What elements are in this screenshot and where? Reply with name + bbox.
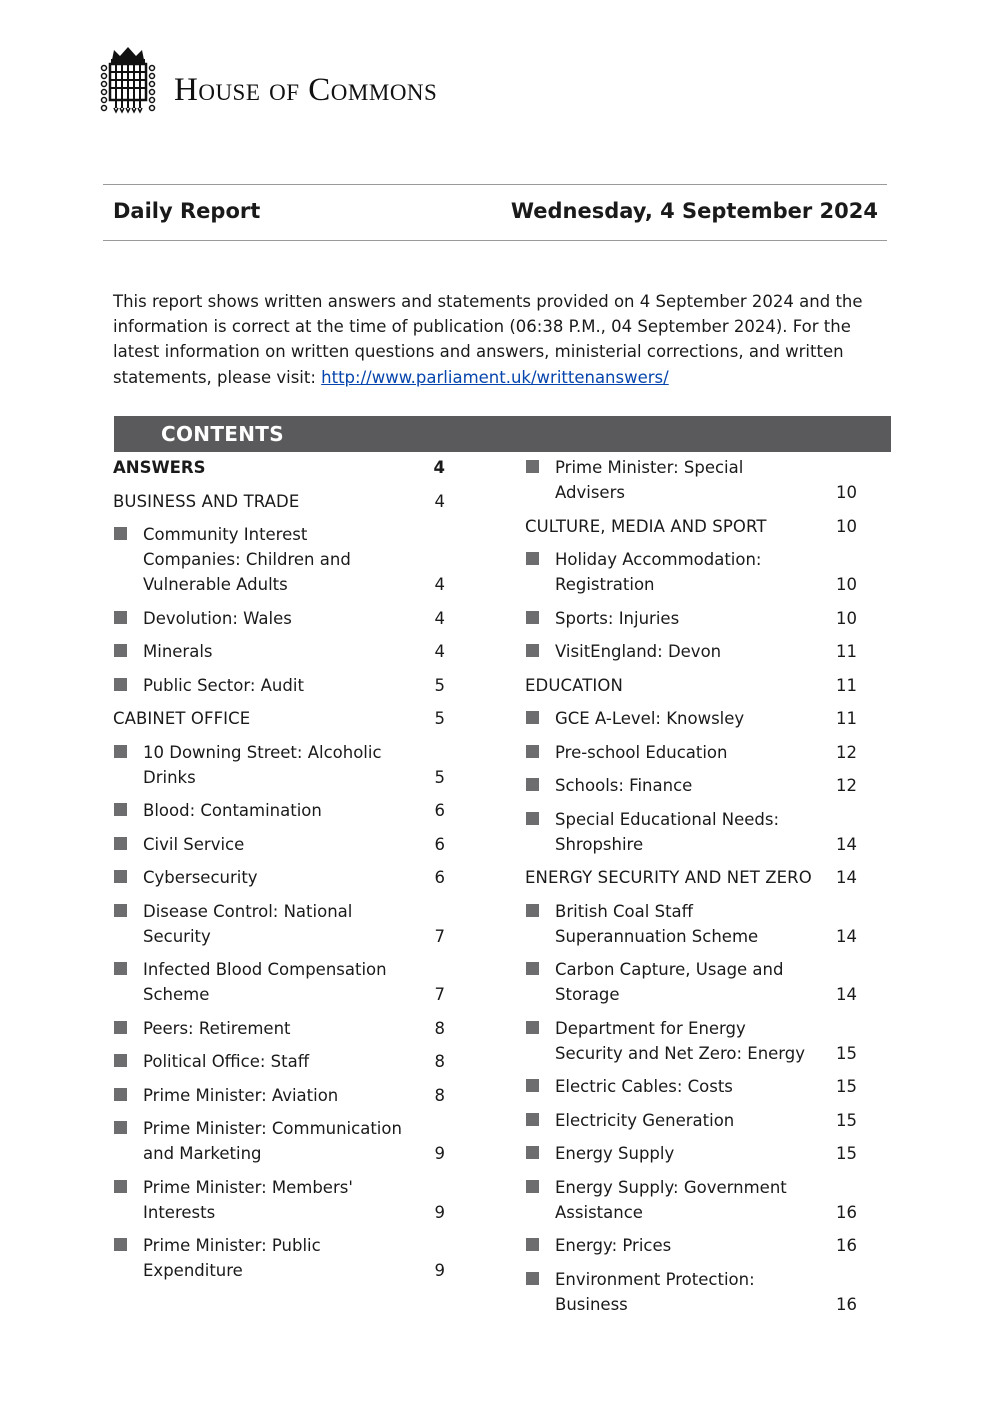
square-bullet-icon <box>526 460 539 473</box>
contents-entry-label: BUSINESS AND TRADE <box>113 491 300 511</box>
contents-entry-page: 15 <box>836 1110 857 1130</box>
contents-section[interactable] <box>525 673 857 698</box>
contents-entry-label: Blood: Contamination <box>143 801 322 820</box>
contents-entry-label: Infected Blood Compensation Scheme <box>143 960 387 1004</box>
contents-entry-label: Electricity Generation <box>555 1110 735 1130</box>
square-bullet-icon <box>114 904 127 917</box>
contents-entry-page: 5 <box>434 709 445 728</box>
contents-entry-label: Devolution: Wales <box>143 608 292 628</box>
contents-entry[interactable] <box>525 1267 857 1317</box>
contents-entry[interactable] <box>113 1049 445 1074</box>
square-bullet-icon <box>526 1180 539 1193</box>
contents-entry-page: 11 <box>836 709 857 728</box>
contents-entry-label: Environment Protection: Business <box>555 1269 755 1314</box>
contents-entry[interactable] <box>525 773 857 798</box>
contents-entry[interactable] <box>525 740 857 765</box>
square-bullet-icon <box>114 1180 127 1193</box>
contents-entry-label: Schools: Finance <box>555 776 693 795</box>
contents-entry-page: 16 <box>836 1294 857 1314</box>
contents-entry-page: 6 <box>434 801 445 820</box>
contents-section[interactable] <box>113 706 445 731</box>
contents-entry-label: Public Sector: Audit <box>143 675 304 695</box>
square-bullet-icon <box>114 1021 127 1034</box>
square-bullet-icon <box>526 1272 539 1285</box>
contents-entry[interactable] <box>525 1016 857 1066</box>
contents-section[interactable] <box>525 865 857 890</box>
square-bullet-icon <box>526 1146 539 1159</box>
contents-entry-page: 8 <box>434 1085 445 1105</box>
contents-entry-label: Peers: Retirement <box>143 1018 291 1038</box>
contents-entry-label: ENERGY SECURITY AND NET ZERO <box>525 868 812 887</box>
contents-entry-label: ANSWERS <box>113 458 206 477</box>
square-bullet-icon <box>114 870 127 883</box>
contents-entry-label: Electric Cables: Costs <box>555 1077 733 1096</box>
square-bullet-icon <box>526 611 539 624</box>
square-bullet-icon <box>526 644 539 657</box>
contents-entry-label: GCE A-Level: Knowsley <box>555 709 745 728</box>
header-divider-bottom <box>103 240 887 241</box>
contents-entry[interactable] <box>525 1074 857 1099</box>
square-bullet-icon <box>114 527 127 540</box>
contents-entry-label: Department for Energy Security and Net Zero: Energy <box>555 1018 806 1063</box>
contents-entry[interactable] <box>113 1116 445 1166</box>
contents-entry-label: Cybersecurity <box>143 868 258 887</box>
contents-entry[interactable] <box>113 957 445 1007</box>
contents-entry-label: Holiday Accommodation: Registration <box>555 550 762 594</box>
contents-entry[interactable] <box>525 1233 857 1258</box>
contents-entry-page: 4 <box>434 608 445 628</box>
contents-entry-label: Energy Supply <box>555 1144 675 1163</box>
written-answers-link[interactable]: http://www.parliament.uk/writtenanswers/ <box>321 367 669 387</box>
contents-entry-page: 12 <box>836 742 857 762</box>
contents-entry[interactable] <box>113 1083 445 1108</box>
contents-entry-page: 15 <box>836 1043 857 1063</box>
contents-entry-page: 15 <box>836 1144 857 1163</box>
contents-entry[interactable] <box>525 455 857 505</box>
contents-entry-page: 14 <box>836 926 857 946</box>
contents-entry[interactable] <box>113 798 445 823</box>
contents-entry[interactable] <box>113 1016 445 1041</box>
contents-title: CONTENTS <box>161 422 284 446</box>
contents-entry-page: 12 <box>836 776 857 795</box>
contents-entry[interactable] <box>525 899 857 949</box>
contents-entry-label: 10 Downing Street: Alcoholic Drinks <box>143 742 382 787</box>
contents-entry-page: 10 <box>836 483 857 502</box>
contents-column-right <box>525 455 857 1325</box>
contents-entry[interactable] <box>525 639 857 664</box>
contents-entry-page: 14 <box>836 834 857 854</box>
contents-entry[interactable] <box>113 832 445 857</box>
square-bullet-icon <box>114 837 127 850</box>
contents-entry-page: 6 <box>434 868 445 887</box>
contents-entry-page: 5 <box>434 767 445 787</box>
contents-entry[interactable] <box>525 547 857 597</box>
contents-entry-label: Disease Control: National Security <box>143 901 353 946</box>
contents-entry-page: 14 <box>836 868 857 887</box>
square-bullet-icon <box>526 711 539 724</box>
contents-entry-label: Special Educational Needs: Shropshire <box>555 809 780 854</box>
contents-entry-label: Energy: Prices <box>555 1236 672 1255</box>
contents-header-bar <box>114 416 891 452</box>
contents-entry-page: 9 <box>434 1261 445 1280</box>
square-bullet-icon <box>114 1054 127 1067</box>
square-bullet-icon <box>526 1238 539 1251</box>
square-bullet-icon <box>114 1238 127 1251</box>
contents-entry-page: 8 <box>434 1052 445 1071</box>
square-bullet-icon <box>114 803 127 816</box>
contents-entry-label: CABINET OFFICE <box>113 709 251 728</box>
contents-entry-label: Civil Service <box>143 834 245 854</box>
contents-entry[interactable] <box>525 1141 857 1166</box>
contents-entry-label: Prime Minister: Special Advisers <box>555 458 744 502</box>
contents-entry-label: British Coal Staff Superannuation Scheme <box>555 901 759 946</box>
square-bullet-icon <box>114 1121 127 1134</box>
contents-section[interactable] <box>113 489 445 514</box>
contents-entry[interactable] <box>113 522 445 597</box>
contents-entry-page: 4 <box>434 575 445 594</box>
contents-entry-label: VisitEngland: Devon <box>555 642 722 661</box>
contents-entry[interactable] <box>113 865 445 890</box>
contents-entry-label: Pre-school Education <box>555 742 728 762</box>
contents-entry-label: CULTURE, MEDIA AND SPORT <box>525 516 767 536</box>
contents-entry-label: Community Interest Companies: Children and Vulnerable Adults <box>143 525 351 594</box>
header-divider-top <box>103 184 887 185</box>
contents-entry-page: 11 <box>836 675 857 695</box>
contents-column-left <box>113 455 445 1292</box>
square-bullet-icon <box>526 812 539 825</box>
square-bullet-icon <box>526 745 539 758</box>
contents-entry-page: 10 <box>836 516 857 536</box>
square-bullet-icon <box>526 1113 539 1126</box>
contents-entry[interactable] <box>525 807 857 857</box>
contents-entry-page: 6 <box>434 834 445 854</box>
contents-entry-page: 15 <box>836 1077 857 1096</box>
contents-entry-page: 7 <box>434 926 445 946</box>
contents-entry[interactable] <box>113 606 445 631</box>
square-bullet-icon <box>114 1088 127 1101</box>
square-bullet-icon <box>114 962 127 975</box>
contents-entry-page: 9 <box>434 1144 445 1163</box>
contents-entry-label: Sports: Injuries <box>555 608 680 628</box>
page-header <box>100 44 600 114</box>
contents-entry-label: Prime Minister: Communication and Marketing <box>143 1119 402 1163</box>
contents-entry[interactable] <box>113 1175 445 1225</box>
contents-entry[interactable] <box>525 957 857 1007</box>
contents-entry-page: 10 <box>836 575 857 594</box>
contents-entry-page: 10 <box>836 608 857 628</box>
contents-entry[interactable] <box>525 606 857 631</box>
contents-entry-label: Political Office: Staff <box>143 1052 310 1071</box>
contents-entry-label: Prime Minister: Aviation <box>143 1085 339 1105</box>
contents-entry[interactable] <box>113 740 445 790</box>
report-date: Wednesday, 4 September 2024 <box>510 199 878 223</box>
contents-entry-page: 16 <box>836 1202 857 1222</box>
square-bullet-icon <box>526 552 539 565</box>
square-bullet-icon <box>526 1079 539 1092</box>
contents-entry-label: Carbon Capture, Usage and Storage <box>555 960 784 1004</box>
contents-entry-label: Prime Minister: Members' Interests <box>143 1177 353 1222</box>
contents-entry-page: 9 <box>434 1202 445 1222</box>
square-bullet-icon <box>526 778 539 791</box>
contents-entry-page: 16 <box>836 1236 857 1255</box>
house-of-commons-title: House of Commons <box>174 72 438 108</box>
contents-entry-label: Minerals <box>143 642 213 661</box>
contents-entry-label: EDUCATION <box>525 675 623 695</box>
contents-entry-page: 5 <box>434 675 445 695</box>
contents-entry-page: 11 <box>836 642 857 661</box>
square-bullet-icon <box>526 1021 539 1034</box>
report-title: Daily Report <box>113 199 261 223</box>
intro-text: This report shows written answers and statements provided on 4 September 2024 and the information is correct at the time of publication (06:38 P.M., 04 September 2024). For the latest information on written questions and answers, ministerial corrections, and written statements, please visit: <box>113 292 863 387</box>
contents-entry-page: 7 <box>434 985 445 1004</box>
square-bullet-icon <box>114 611 127 624</box>
contents-entry-page: 4 <box>434 642 445 661</box>
contents-entry-page: 8 <box>434 1018 445 1038</box>
contents-entry[interactable] <box>525 1175 857 1225</box>
intro-paragraph <box>113 289 885 390</box>
contents-entry[interactable] <box>113 899 445 949</box>
square-bullet-icon <box>114 745 127 758</box>
contents-entry[interactable] <box>525 1108 857 1133</box>
contents-entry-label: Prime Minister: Public Expenditure <box>143 1236 321 1280</box>
square-bullet-icon <box>526 904 539 917</box>
contents-entry-page: 4 <box>434 491 445 511</box>
contents-entry-label: Energy Supply: Government Assistance <box>555 1177 787 1222</box>
contents-entry[interactable] <box>525 706 857 731</box>
contents-entry[interactable] <box>113 1233 445 1283</box>
contents-entry-page: 14 <box>836 985 857 1004</box>
contents-entry[interactable] <box>113 639 445 664</box>
square-bullet-icon <box>526 962 539 975</box>
contents-entry-page: 4 <box>433 458 445 477</box>
contents-section[interactable] <box>525 514 857 539</box>
square-bullet-icon <box>114 678 127 691</box>
square-bullet-icon <box>114 644 127 657</box>
portcullis-icon <box>100 44 156 114</box>
contents-heading[interactable] <box>113 455 445 480</box>
contents-entry[interactable] <box>113 673 445 698</box>
